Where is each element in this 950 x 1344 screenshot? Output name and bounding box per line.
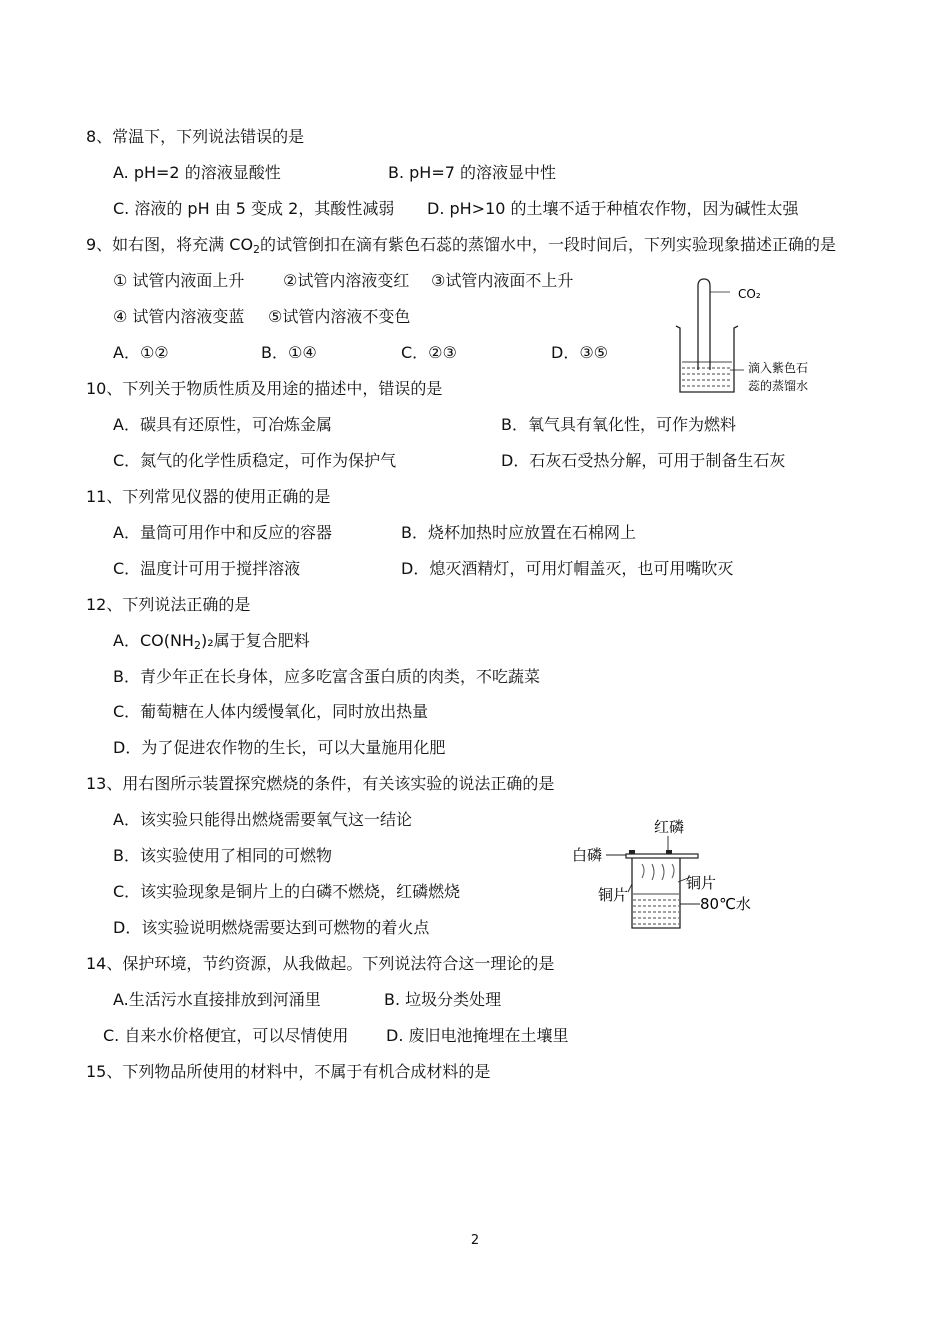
q9-statement-2: ②试管内溶液变红	[283, 271, 410, 290]
q8-stem: 8、常温下，下列说法错误的是	[86, 127, 305, 146]
q14-option-b: B. 垃圾分类处理	[384, 990, 502, 1009]
q9-option-c: C．②③	[401, 343, 457, 362]
q15-stem: 15、下列物品所使用的材料中，不属于有机合成材料的是	[86, 1062, 491, 1081]
q13-combustion-diagram	[570, 812, 760, 936]
q12-option-b: B．青少年正在长身体，应多吃富含蛋白质的肉类，不吃蔬菜	[113, 667, 540, 686]
q9-figure-water-label-2: 蕊的蒸馏水	[748, 379, 809, 393]
q13-figure-copper-right: 铜片	[686, 874, 717, 892]
q10-option-d: D．石灰石受热分解，可用于制备生石灰	[501, 451, 786, 470]
q9-statement-5: ⑤试管内溶液不变色	[268, 307, 411, 326]
q9-option-a: A．①②	[113, 343, 169, 362]
q14-stem: 14、保护环境，节约资源，从我做起。下列说法符合这一理论的是	[86, 954, 555, 973]
q8-option-a: A. pH=2 的溶液显酸性	[113, 163, 281, 182]
q9-option-d: D．③⑤	[551, 343, 609, 362]
q14-option-a: A.生活污水直接排放到河涌里	[113, 990, 321, 1009]
q9-test-tube-diagram	[668, 276, 838, 400]
q9-statement-3: ③试管内液面不上升	[431, 271, 574, 290]
q9-statement-4: ④ 试管内溶液变蓝	[113, 307, 245, 326]
q13-stem: 13、用右图所示装置探究燃烧的条件，有关该实验的说法正确的是	[86, 774, 555, 793]
q8-option-c: C. 溶液的 pH 由 5 变成 2，其酸性减弱	[113, 199, 395, 218]
q12-option-d: D．为了促进农作物的生长，可以大量施用化肥	[113, 738, 446, 757]
q13-figure-water-label: 80℃水	[700, 895, 751, 913]
q13-figure-white-phosphorus: 白磷	[572, 846, 603, 864]
q14-option-c: C. 自来水价格便宜，可以尽情使用	[103, 1026, 349, 1045]
q9-statement-1: ① 试管内液面上升	[113, 271, 245, 290]
q10-option-a: A．碳具有还原性，可冶炼金属	[113, 415, 332, 434]
q11-option-d: D．熄灭酒精灯，可用灯帽盖灭，也可用嘴吹灭	[401, 559, 734, 578]
q9-figure-water-label-1: 滴入紫色石	[748, 361, 809, 375]
q13-figure-copper-left: 铜片	[598, 886, 629, 904]
q10-option-b: B．氧气具有氧化性，可作为燃料	[501, 415, 736, 434]
q13-option-a: A．该实验只能得出燃烧需要氧气这一结论	[113, 810, 412, 829]
q13-option-b: B．该实验使用了相同的可燃物	[113, 846, 332, 865]
q12-option-c: C．葡萄糖在人体内缓慢氧化，同时放出热量	[113, 702, 429, 721]
q9-figure-co2-label: CO₂	[738, 287, 761, 301]
q13-option-d: D．该实验说明燃烧需要达到可燃物的着火点	[113, 918, 430, 937]
q11-stem: 11、下列常见仪器的使用正确的是	[86, 487, 331, 506]
q13-option-c: C．该实验现象是铜片上的白磷不燃烧，红磷燃烧	[113, 882, 461, 901]
q11-option-a: A．量筒可用作中和反应的容器	[113, 523, 332, 542]
q12-option-a: A．$CO(NH_2)_2$属于复合肥料	[113, 631, 310, 652]
q11-option-b: B．烧杯加热时应放置在石棉网上	[401, 523, 636, 542]
q12-stem: 12、下列说法正确的是	[86, 595, 251, 614]
q11-option-c: C．温度计可用于搅拌溶液	[113, 559, 301, 578]
q14-option-d: D. 废旧电池掩埋在土壤里	[386, 1026, 569, 1045]
q13-figure-red-phosphorus: 红磷	[654, 818, 685, 836]
q10-option-c: C．氮气的化学性质稳定，可作为保护气	[113, 451, 397, 470]
q9-stem: 9、如右图，将充满 $CO_2$的试管倒扣在滴有紫色石蕊的蒸馏水中，一段时间后，下列实验现象描述正确的是	[86, 235, 837, 256]
q8-option-d: D. pH>10 的土壤不适于种植农作物，因为碱性太强	[427, 199, 799, 218]
q9-option-b: B．①④	[261, 343, 317, 362]
page-number: 2	[470, 1233, 480, 1248]
q10-stem: 10、下列关于物质性质及用途的描述中，错误的是	[86, 379, 443, 398]
q8-option-b: B. pH=7 的溶液显中性	[388, 163, 557, 182]
